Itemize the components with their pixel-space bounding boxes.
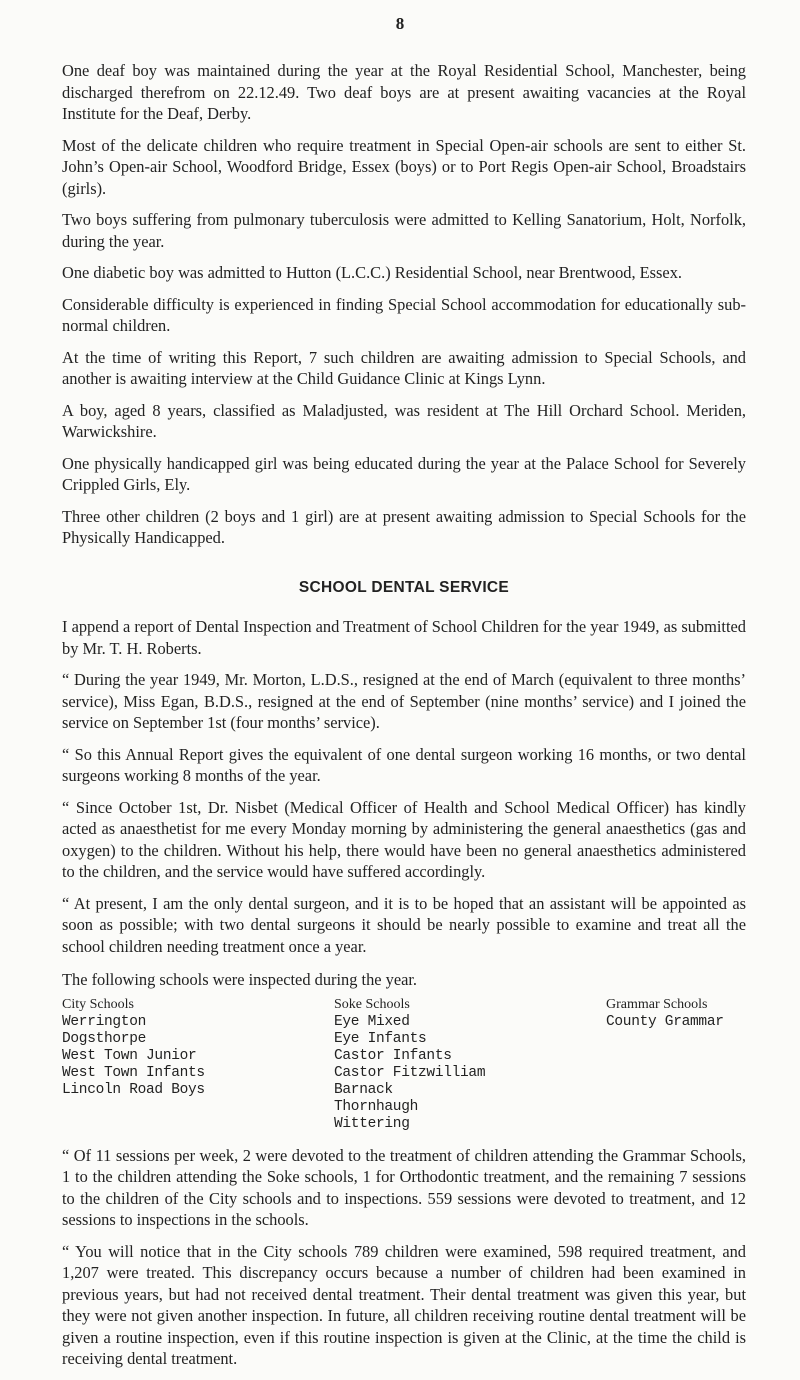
- paragraph-dental-anaesthetist: “ Since October 1st, Dr. Nisbet (Medical Officer of Health and School Medical Officer) has kindly acted as anaesthetist for me every Monday morning by administering the general anaesthetics (gas and oxygen) to the children. Without his help, there would have been no general anaesthetics administered to the children, and the service would have suffered accordingly.: [62, 797, 746, 881]
- grammar-schools-column: [606, 995, 746, 1133]
- school-name: Eye Infants: [334, 1030, 427, 1047]
- paragraph-three-children: Three other children (2 boys and 1 girl) are at present awaiting admission to Special Schools for the Physically Handicapped.: [62, 506, 746, 547]
- school-name: West Town Infants: [62, 1064, 205, 1081]
- paragraph-awaiting-admission: At the time of writing this Report, 7 such children are awaiting admission to Special Schools, and another is awaiting interview at the Child Guidance Clinic at Kings Lynn.: [62, 347, 746, 388]
- paragraph-diabetic-boy: One diabetic boy was admitted to Hutton (L.C.C.) Residential School, near Brentwood, Essex.: [62, 263, 682, 282]
- soke-schools-column: [334, 995, 564, 1133]
- school-name: Castor Infants: [334, 1047, 452, 1064]
- schools-intro: The following schools were inspected during the year.: [62, 970, 418, 989]
- paragraph-tuberculosis: Two boys suffering from pulmonary tuberculosis were admitted to Kelling Sanatorium, Holt, Norfolk, during the year.: [62, 210, 746, 251]
- school-name: Wittering: [334, 1115, 410, 1132]
- document-body: [62, 60, 746, 1380]
- school-name: Eye Mixed: [334, 1013, 410, 1030]
- school-name: County Grammar: [606, 1013, 724, 1030]
- schools-table: [62, 995, 746, 1133]
- paragraph-sub-normal: Considerable difficulty is experienced in finding Special School accommodation for educationally sub-normal children.: [62, 294, 746, 335]
- paragraph-dental-equivalent: “ So this Annual Report gives the equivalent of one dental surgeon working 16 months, or two dental surgeons working 8 months of the year.: [62, 744, 746, 785]
- paragraph-open-air-schools: Most of the delicate children who require treatment in Special Open-air schools are sent to either St. John’s Open-air School, Woodford Bridge, Essex (boys) or to Port Regis Open-air School, Broadstairs (girls).: [62, 135, 746, 198]
- school-name: Castor Fitzwilliam: [334, 1064, 486, 1081]
- paragraph-royal-residential: One deaf boy was maintained during the year at the Royal Residential School, Manchester, being discharged therefrom on 22.12.49. Two deaf boys are at present awaiting vacancies at the Royal Institute for the Deaf, Derby.: [62, 61, 746, 123]
- school-name: Dogsthorpe: [62, 1030, 147, 1047]
- paragraph-physically-handicapped-girl: One physically handicapped girl was being educated during the year at the Palace School for Severely Crippled Girls, Ely.: [62, 453, 746, 494]
- paragraph-dental-assistant: “ At present, I am the only dental surgeon, and it is to be hoped that an assistant will be appointed as soon as possible; with two dental surgeons it should be nearly possible to examine and treat all the school children needing treatment once a year.: [62, 893, 746, 956]
- section-heading-dental: SCHOOL DENTAL SERVICE: [298, 578, 510, 596]
- school-name: West Town Junior: [62, 1047, 197, 1064]
- soke-schools-heading: Soke Schools: [334, 996, 410, 1012]
- paragraph-maladjusted: A boy, aged 8 years, classified as Maladjusted, was resident at The Hill Orchard School. Meriden, Warwickshire.: [62, 400, 746, 441]
- page-number: 8: [395, 14, 405, 33]
- grammar-schools-heading: Grammar Schools: [606, 996, 708, 1012]
- city-schools-heading: City Schools: [62, 996, 134, 1012]
- paragraph-sessions: “ Of 11 sessions per week, 2 were devoted to the treatment of children attending the Grammar Schools, 1 to the children attending the Soke schools, 1 for Orthodontic treatment, and the remaining 7 sessions to the children of the City schools and to inspections. 559 sessions were devoted to treatment, and 12 sessions to inspections in the schools.: [62, 1145, 746, 1229]
- school-name: Lincoln Road Boys: [62, 1081, 205, 1098]
- school-name: Werrington: [62, 1013, 147, 1030]
- paragraph-discrepancy: “ You will notice that in the City schools 789 children were examined, 598 required treatment, and 1,207 were treated. This discrepancy occurs because a number of children had been examined in previous years, but had not received dental treatment. Their dental treatment was given this year, but they were not given another inspection. In future, all children receiving routine dental treatment will be given a routine inspection, even if this routine inspection is given at the Clinic, at the time the child is receiving dental treatment.: [62, 1241, 746, 1368]
- paragraph-dental-staff: “ During the year 1949, Mr. Morton, L.D.S., resigned at the end of March (equivalent to three months’ service), Miss Egan, B.D.S., resigned at the end of September (nine months’ service) and I joined the service on September 1st (four months’ service).: [62, 670, 746, 732]
- school-name: Barnack: [334, 1081, 393, 1098]
- school-name: Thornhaugh: [334, 1098, 419, 1115]
- city-schools-column: [62, 995, 292, 1133]
- paragraph-dental-intro: I append a report of Dental Inspection and Treatment of School Children for the year 1949, as submitted by Mr. T. H. Roberts.: [62, 617, 746, 658]
